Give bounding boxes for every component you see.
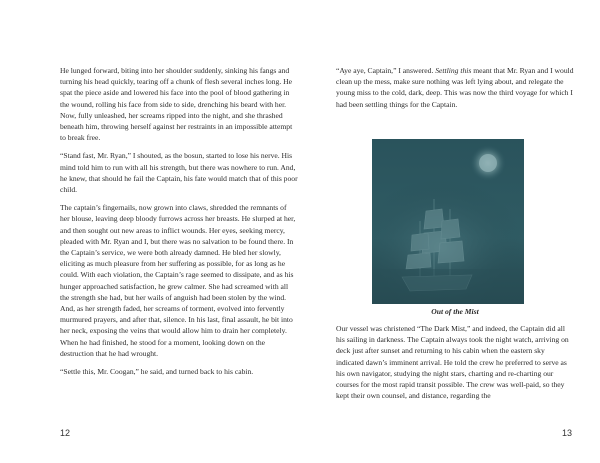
moon-core [479,154,497,172]
intro-text-continued: meant that Mr. Ryan and I would clean up the mess, make sure nothing was left lying about, and relegate the young miss to the cold, dark, deep. This was now the third voyage for which I had been settling things for the Captain. [336,66,574,109]
paragraph: “Stand fast, Mr. Ryan,” I shouted, as the bosun, started to lose his nerve. His mind told him to run with all his strength, but there was nowhere to run. And, he knew, that should he fail the Captain, his fate would match that of this poor child. [60,151,298,195]
page-number-right: 13 [562,428,573,438]
paragraph: Our vessel was christened “The Dark Mist,” and indeed, the Captain did all his sailing in darkness. The Captain always took the night watch, arriving on deck just after sunset and returning to his cabin when the eastern sky indicated dawn’s imminent arrival. He told the crew he preferred to serve as his own navigator, studying the night stars, charting and re-charting our courses for the most rapid transit possible. The crew was well-paid, so they kept their own counsel, and distance, regarding the [336,324,569,401]
left-page-text [60,65,298,384]
paragraph: “Settle this, Mr. Coogan,” he said, and turned back to his cabin. [60,367,254,377]
intro-text: “Aye aye, Captain,” I answered. [336,66,436,75]
intro-italic-text: Settling this [435,66,472,75]
paragraph: The captain’s fingernails, now grown into claws, shredded the remnants of her blouse, leaving deep bloody furrows across her breasts. He slurped at her, and then sought out new areas to inflict wounds. Her eyes, seeking mercy, pleaded with Mr. Ryan and I, but there was no salvation to be found there. In the Captain’s service, we were both already damned. He bled her slowly, eliciting as much pleasure from her suffering as possible, for as long as he could. With each violation, the Captain’s rage seemed to dissipate, and as his hunger approached satisfaction, he grew calmer. She had screamed with all the strength she had, but her wails of anguish had been stolen by the wind. And, as her strength faded, her screams of torment, evolved into fervently murmured prayers, and after that, silence. In his last, final assault, he bit into her neck, exposing the veins that would allow him to drain her completely. When he had finished, he stood for a moment, looking down on the destruction that he had wrought. [60,203,296,358]
right-page-lower-text [336,323,574,408]
right-page-text [336,65,574,117]
ship-in-mist-illustration [372,139,524,304]
paragraph [336,65,574,110]
paragraph: He lunged forward, biting into her shoulder suddenly, sinking his fangs and turning his head quickly, tearing off a chunk of flesh several inches long. He spat the piece aside and lowered his face into the pool of blood gathering in the wound, rolling his face from side to side, drenching his beard with her. Now, fully unleashed, her screams ripped into the night, and she thrashed beneath him, throwing herself against her restraints in an impossible attempt to break free. [60,66,293,143]
lower-mist [372,269,524,304]
page-number-left: 12 [60,428,71,438]
illustration-caption: Out of the Mist [431,307,479,316]
